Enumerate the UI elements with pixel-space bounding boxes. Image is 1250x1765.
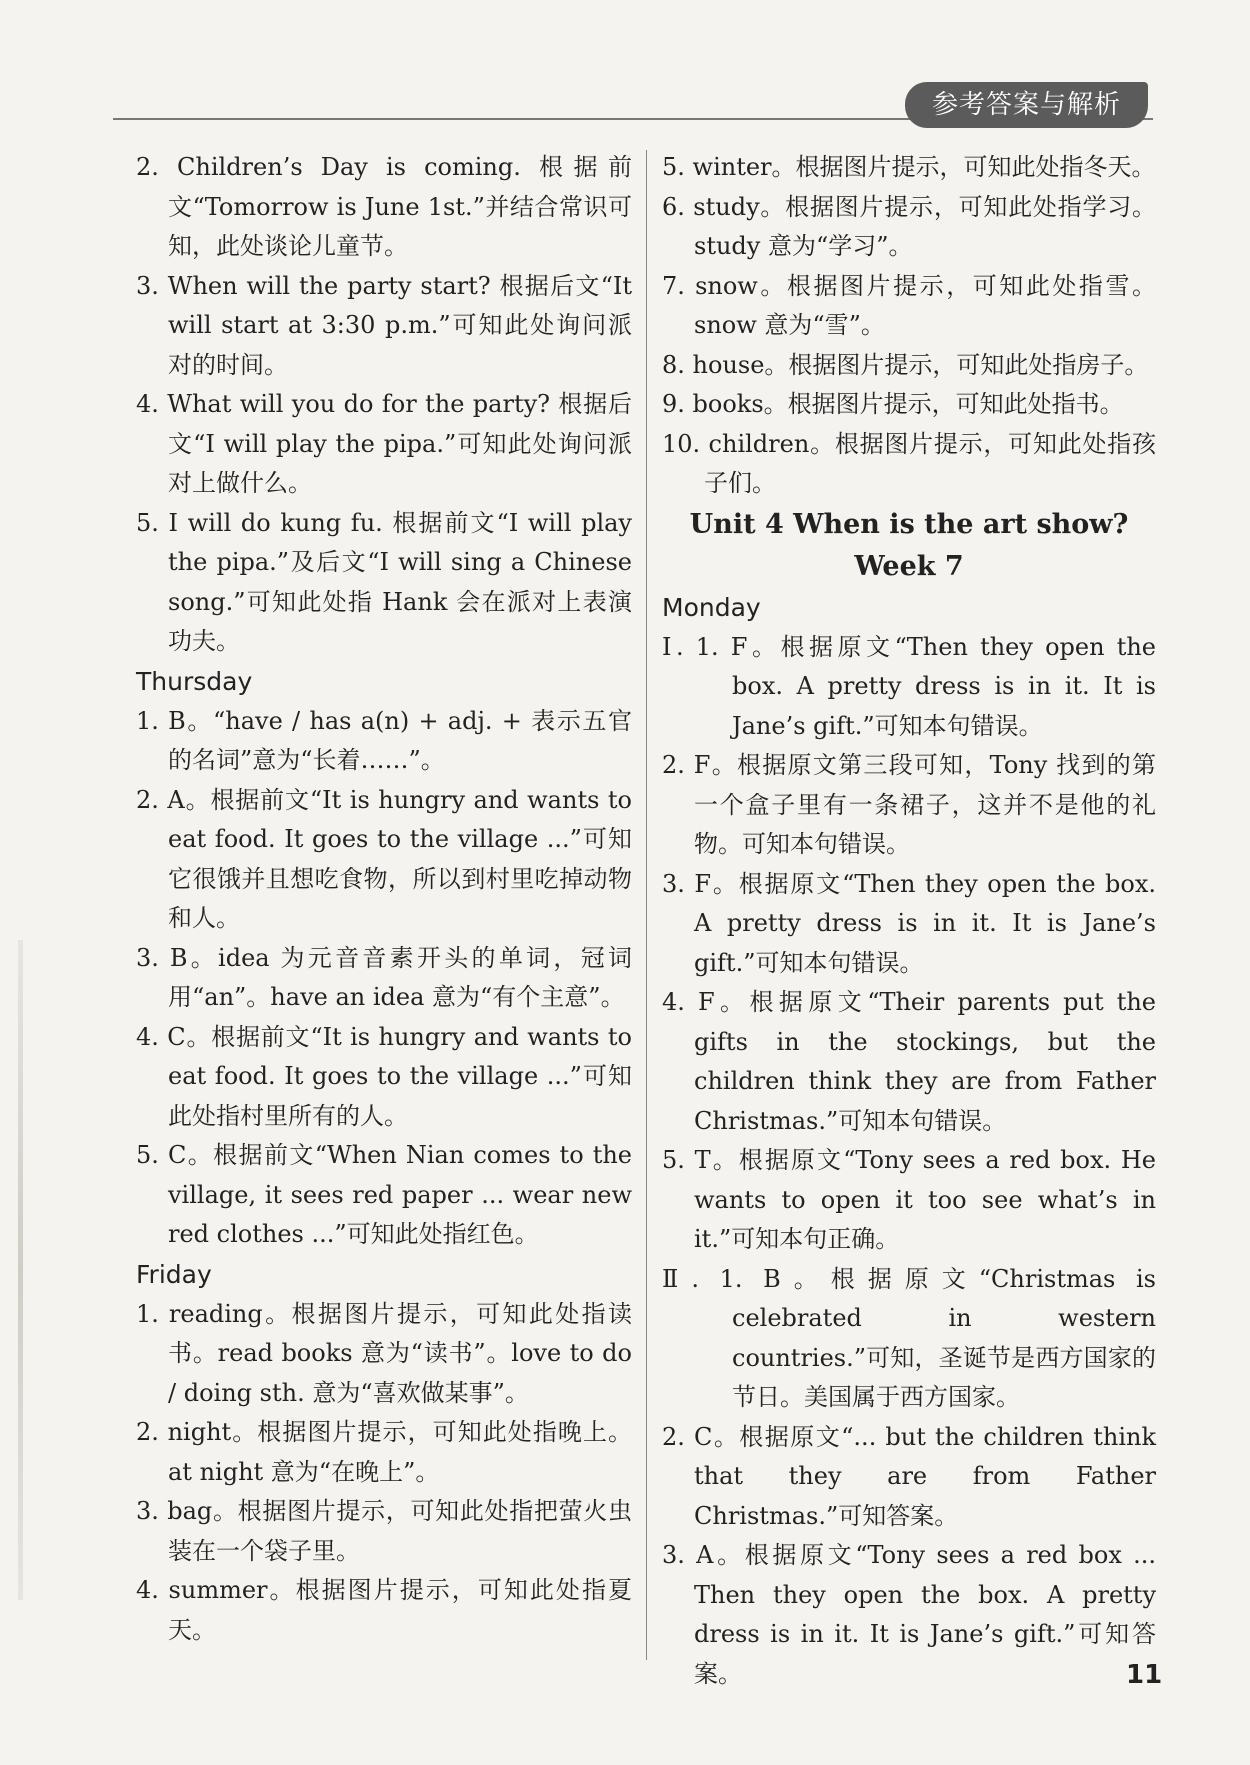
page-edge-shadow [18, 940, 23, 1600]
answer-item: 5. C。根据前文“When Nian comes to the village, it sees red paper ... wear new red clothes ...”可知此处指红色。 [136, 1141, 632, 1248]
section-heading: Thursday [136, 666, 253, 696]
answer-item: Ⅰ. 1. F。根据原文“Then they open the box. A pretty dress is in it. It is Jane’s gift.”可知本句错误。 [662, 632, 1156, 740]
left-column [136, 148, 632, 1650]
answer-item: 2. F。根据原文第三段可知，Tony 找到的第一个盒子里有一条裙子，这并不是他的礼物。可知本句错误。 [662, 751, 1156, 858]
column-divider [646, 150, 647, 1660]
page-number: 11 [1126, 1660, 1163, 1690]
answer-item: 9. books。根据图片提示，可知此处指书。 [662, 390, 1124, 418]
answer-item: 3. F。根据原文“Then they open the box. A pretty dress is in it. It is Jane’s gift.”可知本句错误。 [662, 869, 1156, 977]
answer-item: 2. A。根据前文“It is hungry and wants to eat food. It goes to the village ...”可知它很饿并且想吃食物，所以到村里吃掉动物和人。 [136, 785, 632, 932]
answer-item: 7. snow。根据图片提示，可知此处指雪。snow 意为“雪”。 [662, 271, 1156, 339]
answer-item: 8. house。根据图片提示，可知此处指房子。 [662, 350, 1149, 379]
answer-item: 1. reading。根据图片提示，可知此处指读书。read books 意为“读书”。love to do / doing sth. 意为“喜欢做某事”。 [136, 1299, 632, 1407]
answer-item: 5. winter。根据图片提示，可知此处指冬天。 [662, 153, 1156, 181]
answer-item: 3. A。根据原文“Tony sees a red box ... Then they open the box. A pretty dress is in it. It is Jane’s gift.”可知答案。 [662, 1541, 1156, 1688]
answer-item: 4. C。根据前文“It is hungry and wants to eat food. It goes to the village ...”可知此处指村里所有的人。 [136, 1022, 632, 1130]
answer-item: 4. What will you do for the party? 根据后文“I will play the pipa.”可知此处询问派对上做什么。 [136, 390, 632, 497]
section-heading: Friday [136, 1259, 212, 1289]
answer-item: 5. T。根据原文“Tony sees a red box. He wants to open it too see what’s in it.”可知本句正确。 [662, 1146, 1156, 1253]
answer-item: 6. study。根据图片提示，可知此处指学习。study 意为“学习”。 [662, 192, 1156, 260]
answer-item: 2. Children’s Day is coming. 根据前文“Tomorrow is June 1st.”并结合常识可知，此处谈论儿童节。 [136, 153, 632, 260]
answer-item: 5. I will do kung fu. 根据前文“I will play the pipa.”及后文“I will sing a Chinese song.”可知此处指 Hank 会在派对上表演功夫。 [136, 508, 632, 655]
answer-item: Ⅱ. 1. B。根据原文“Christmas is celebrated in western countries.”可知，圣诞节是西方国家的节日。美国属于西方国家。 [662, 1264, 1156, 1411]
answer-item: 3. B。idea 为元音音素开头的单词，冠词用“an”。have an idea 意为“有个主意”。 [136, 943, 632, 1011]
answer-item: 10. children。根据图片提示，可知此处指孩子们。 [662, 429, 1156, 497]
answer-item: 2. C。根据原文“... but the children think that they are from Father Christmas.”可知答案。 [662, 1422, 1156, 1530]
answer-item: 2. night。根据图片提示，可知此处指晚上。at night 意为“在晚上”。 [136, 1418, 632, 1486]
answer-item: 3. bag。根据图片提示，可知此处指把萤火虫装在一个袋子里。 [136, 1497, 632, 1565]
answer-item: 4. F。根据原文“Their parents put the gifts in the stockings, but the children think they are from Father Christmas.”可知本句错误。 [662, 988, 1156, 1135]
answer-item: 3. When will the party start? 根据后文“It will start at 3:30 p.m.”可知此处询问派对的时间。 [136, 271, 632, 379]
answer-item: 1. B。“have / has a(n) + adj. + 表示五官的名词”意为“长着……”。 [136, 706, 632, 774]
unit-title: Unit 4 When is the art show? [689, 508, 1129, 540]
unit-title: Week 7 [854, 550, 964, 582]
right-column [662, 148, 1156, 1694]
section-heading: Monday [662, 592, 761, 622]
header-badge: 参考答案与解析 [905, 82, 1148, 128]
answer-item: 4. summer。根据图片提示，可知此处指夏天。 [136, 1576, 632, 1644]
